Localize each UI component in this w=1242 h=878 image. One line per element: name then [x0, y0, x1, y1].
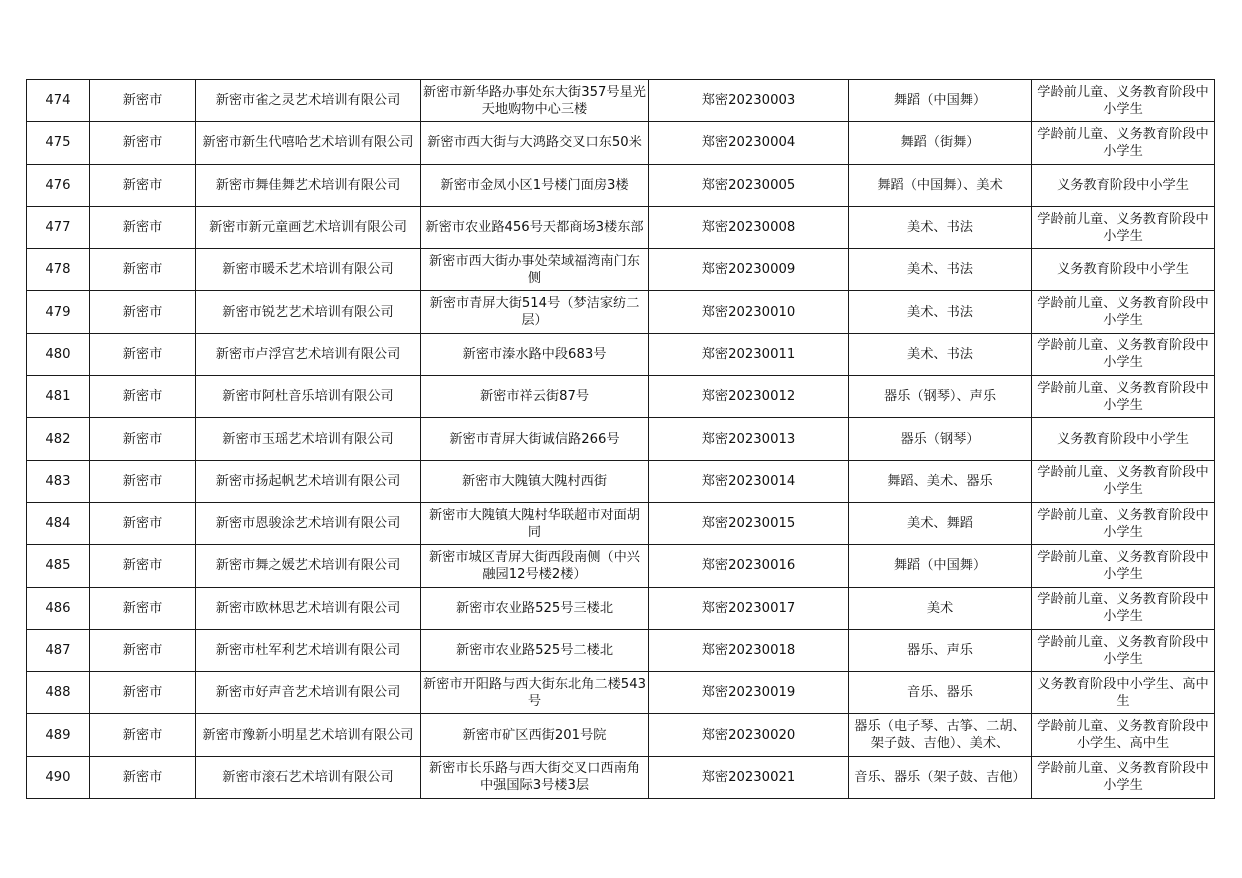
row-number: 474 [27, 80, 90, 122]
city-cell: 新密市 [90, 164, 196, 206]
row-number: 481 [27, 376, 90, 418]
license-code-cell: 郑密20230005 [649, 164, 849, 206]
city-cell: 新密市 [90, 80, 196, 122]
address-cell: 新密市新华路办事处东大街357号星光天地购物中心三楼 [421, 80, 649, 122]
institution-name-cell: 新密市豫新小明星艺术培训有限公司 [196, 714, 421, 756]
city-cell: 新密市 [90, 376, 196, 418]
training-category-cell: 舞蹈、美术、器乐 [849, 460, 1032, 502]
institution-name-cell: 新密市欧林思艺术培训有限公司 [196, 587, 421, 629]
target-audience-cell: 学龄前儿童、义务教育阶段中小学生 [1032, 333, 1215, 375]
training-category-cell: 器乐（钢琴）、声乐 [849, 376, 1032, 418]
city-cell: 新密市 [90, 587, 196, 629]
row-number: 478 [27, 249, 90, 291]
city-cell: 新密市 [90, 714, 196, 756]
institution-name-cell: 新密市锐艺艺术培训有限公司 [196, 291, 421, 333]
target-audience-cell: 学龄前儿童、义务教育阶段中小学生 [1032, 376, 1215, 418]
license-code-cell: 郑密20230018 [649, 629, 849, 671]
city-cell: 新密市 [90, 249, 196, 291]
table-row [27, 629, 1215, 671]
license-code-cell: 郑密20230011 [649, 333, 849, 375]
address-cell: 新密市大隗镇大隗村西街 [421, 460, 649, 502]
city-cell: 新密市 [90, 460, 196, 502]
address-cell: 新密市西大街与大鸿路交叉口东50米 [421, 122, 649, 164]
table-row [27, 206, 1215, 248]
target-audience-cell: 学龄前儿童、义务教育阶段中小学生 [1032, 291, 1215, 333]
training-category-cell: 器乐（电子琴、古筝、二胡、架子鼓、吉他）、美术、 [849, 714, 1032, 756]
license-code-cell: 郑密20230013 [649, 418, 849, 460]
row-number: 483 [27, 460, 90, 502]
training-category-cell: 美术、舞蹈 [849, 502, 1032, 544]
city-cell: 新密市 [90, 672, 196, 714]
training-category-cell: 舞蹈（街舞） [849, 122, 1032, 164]
license-code-cell: 郑密20230020 [649, 714, 849, 756]
target-audience-cell: 学龄前儿童、义务教育阶段中小学生 [1032, 460, 1215, 502]
row-number: 490 [27, 756, 90, 798]
address-cell: 新密市农业路525号三楼北 [421, 587, 649, 629]
institution-name-cell: 新密市暖禾艺术培训有限公司 [196, 249, 421, 291]
row-number: 475 [27, 122, 90, 164]
institution-name-cell: 新密市卢浮宫艺术培训有限公司 [196, 333, 421, 375]
address-cell: 新密市金凤小区1号楼门面房3楼 [421, 164, 649, 206]
address-cell: 新密市溱水路中段683号 [421, 333, 649, 375]
training-category-cell: 美术、书法 [849, 206, 1032, 248]
address-cell: 新密市开阳路与西大街东北角二楼543号 [421, 672, 649, 714]
row-number: 484 [27, 502, 90, 544]
institution-name-cell: 新密市玉瑶艺术培训有限公司 [196, 418, 421, 460]
license-code-cell: 郑密20230014 [649, 460, 849, 502]
table-row [27, 80, 1215, 122]
institution-name-cell: 新密市舞之媛艺术培训有限公司 [196, 545, 421, 587]
training-category-cell: 舞蹈（中国舞）、美术 [849, 164, 1032, 206]
city-cell: 新密市 [90, 502, 196, 544]
city-cell: 新密市 [90, 291, 196, 333]
training-category-cell: 音乐、器乐（架子鼓、吉他） [849, 756, 1032, 798]
institution-name-cell: 新密市雀之灵艺术培训有限公司 [196, 80, 421, 122]
training-category-cell: 美术、书法 [849, 333, 1032, 375]
table-body [27, 80, 1215, 799]
license-code-cell: 郑密20230009 [649, 249, 849, 291]
license-code-cell: 郑密20230003 [649, 80, 849, 122]
address-cell: 新密市西大街办事处荣域福湾南门东侧 [421, 249, 649, 291]
license-code-cell: 郑密20230019 [649, 672, 849, 714]
table-row [27, 714, 1215, 756]
institution-name-cell: 新密市新生代嘻哈艺术培训有限公司 [196, 122, 421, 164]
table-row [27, 587, 1215, 629]
institution-name-cell: 新密市新元童画艺术培训有限公司 [196, 206, 421, 248]
license-code-cell: 郑密20230010 [649, 291, 849, 333]
city-cell: 新密市 [90, 333, 196, 375]
license-code-cell: 郑密20230017 [649, 587, 849, 629]
address-cell: 新密市城区青屏大街西段南侧（中兴融园12号楼2楼） [421, 545, 649, 587]
row-number: 487 [27, 629, 90, 671]
target-audience-cell: 学龄前儿童、义务教育阶段中小学生 [1032, 80, 1215, 122]
address-cell: 新密市长乐路与西大街交叉口西南角中强国际3号楼3层 [421, 756, 649, 798]
address-cell: 新密市青屏大街诚信路266号 [421, 418, 649, 460]
table-row [27, 376, 1215, 418]
target-audience-cell: 学龄前儿童、义务教育阶段中小学生 [1032, 502, 1215, 544]
institution-table [26, 79, 1215, 799]
target-audience-cell: 义务教育阶段中小学生 [1032, 418, 1215, 460]
table-row [27, 122, 1215, 164]
training-category-cell: 舞蹈（中国舞） [849, 80, 1032, 122]
training-category-cell: 美术、书法 [849, 291, 1032, 333]
address-cell: 新密市祥云街87号 [421, 376, 649, 418]
training-category-cell: 美术、书法 [849, 249, 1032, 291]
target-audience-cell: 学龄前儿童、义务教育阶段中小学生 [1032, 545, 1215, 587]
training-category-cell: 舞蹈（中国舞） [849, 545, 1032, 587]
city-cell: 新密市 [90, 418, 196, 460]
institution-name-cell: 新密市好声音艺术培训有限公司 [196, 672, 421, 714]
address-cell: 新密市农业路456号天都商场3楼东部 [421, 206, 649, 248]
row-number: 476 [27, 164, 90, 206]
training-category-cell: 美术 [849, 587, 1032, 629]
city-cell: 新密市 [90, 206, 196, 248]
table-row [27, 460, 1215, 502]
target-audience-cell: 学龄前儿童、义务教育阶段中小学生 [1032, 629, 1215, 671]
license-code-cell: 郑密20230021 [649, 756, 849, 798]
license-code-cell: 郑密20230012 [649, 376, 849, 418]
table-row [27, 418, 1215, 460]
table-row [27, 502, 1215, 544]
institution-name-cell: 新密市恩骏涂艺术培训有限公司 [196, 502, 421, 544]
city-cell: 新密市 [90, 545, 196, 587]
target-audience-cell: 学龄前儿童、义务教育阶段中小学生 [1032, 122, 1215, 164]
address-cell: 新密市农业路525号二楼北 [421, 629, 649, 671]
row-number: 477 [27, 206, 90, 248]
license-code-cell: 郑密20230016 [649, 545, 849, 587]
institution-name-cell: 新密市滚石艺术培训有限公司 [196, 756, 421, 798]
row-number: 486 [27, 587, 90, 629]
training-category-cell: 音乐、器乐 [849, 672, 1032, 714]
city-cell: 新密市 [90, 122, 196, 164]
target-audience-cell: 学龄前儿童、义务教育阶段中小学生 [1032, 756, 1215, 798]
institution-name-cell: 新密市舞佳舞艺术培训有限公司 [196, 164, 421, 206]
table-row [27, 333, 1215, 375]
training-category-cell: 器乐（钢琴） [849, 418, 1032, 460]
city-cell: 新密市 [90, 756, 196, 798]
institution-name-cell: 新密市阿杜音乐培训有限公司 [196, 376, 421, 418]
table-row [27, 756, 1215, 798]
table-row [27, 672, 1215, 714]
license-code-cell: 郑密20230008 [649, 206, 849, 248]
row-number: 489 [27, 714, 90, 756]
row-number: 482 [27, 418, 90, 460]
target-audience-cell: 义务教育阶段中小学生 [1032, 249, 1215, 291]
institution-name-cell: 新密市杜军利艺术培训有限公司 [196, 629, 421, 671]
row-number: 480 [27, 333, 90, 375]
table-row [27, 291, 1215, 333]
address-cell: 新密市大隗镇大隗村华联超市对面胡同 [421, 502, 649, 544]
license-code-cell: 郑密20230015 [649, 502, 849, 544]
target-audience-cell: 义务教育阶段中小学生 [1032, 164, 1215, 206]
license-code-cell: 郑密20230004 [649, 122, 849, 164]
table-row [27, 249, 1215, 291]
city-cell: 新密市 [90, 629, 196, 671]
target-audience-cell: 学龄前儿童、义务教育阶段中小学生 [1032, 206, 1215, 248]
address-cell: 新密市青屏大街514号（梦洁家纺二层） [421, 291, 649, 333]
training-category-cell: 器乐、声乐 [849, 629, 1032, 671]
target-audience-cell: 学龄前儿童、义务教育阶段中小学生 [1032, 587, 1215, 629]
table-row [27, 164, 1215, 206]
target-audience-cell: 义务教育阶段中小学生、高中生 [1032, 672, 1215, 714]
row-number: 488 [27, 672, 90, 714]
table-row [27, 545, 1215, 587]
target-audience-cell: 学龄前儿童、义务教育阶段中小学生、高中生 [1032, 714, 1215, 756]
address-cell: 新密市矿区西街201号院 [421, 714, 649, 756]
row-number: 479 [27, 291, 90, 333]
row-number: 485 [27, 545, 90, 587]
institution-name-cell: 新密市扬起帆艺术培训有限公司 [196, 460, 421, 502]
